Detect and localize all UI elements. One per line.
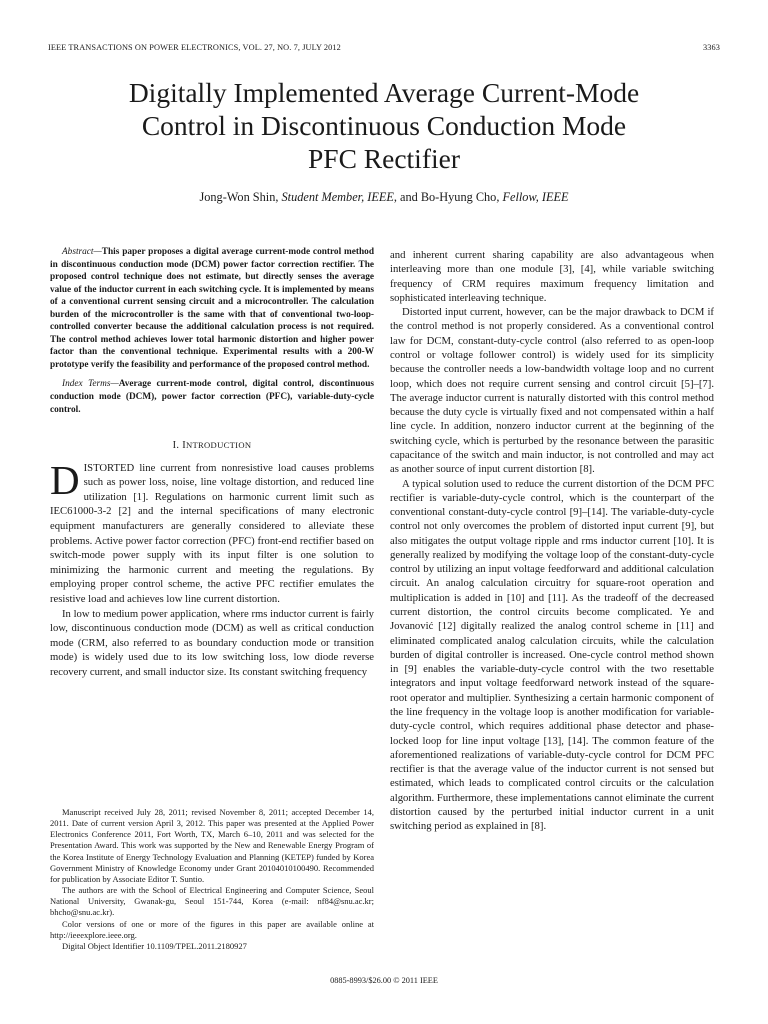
author-line [40,190,728,205]
intro-paragraph: DISTORTED line current from nonresistive load causes problems such as power loss, noise, line voltage distortion, and reduced line utilization [1]. Regulations on harmonic current limit such as IEC61000-3-2 [2] and the internal specifications of many electronic equipment manufacturers are generally considered to alleviate these problems. Active power factor correction (PFC) front-end rectifier based on switch-mode power supply with its input filter is one solution to minimizing the harmonic current and meeting the regulations. By employing proper control scheme, the active PFC rectifier emulates the resistive load and achieves low line current distortion. [50,456,374,606]
body-paragraph: and inherent current sharing capability are also advantageous when interleaving more than one module [3], [4], while variable switching frequency of CRM requires maximum frequency limitation and sophisticated interleaving technique. [390,249,714,304]
footnote-manuscript: Manuscript received July 28, 2011; revised November 8, 2011; accepted December 14, 2011. Date of current version April 3, 2012. This paper was presented at the Applied Power Electronics Conference 2011, Fort Worth, TX, March 6–10, 2011 and was selected for the Presentation Award. This work was supported by the New and Renewable Energy Program of the Korea Institute of Energy Technology Evaluation and Planning (KETEP) funded by Korea Government Ministry of Knowledge Economy under Grant 20104010100490. Recommended for publication by Associate Editor T. Suntio. [50,807,374,884]
index-terms-label: Index Terms— [62,379,119,390]
body-paragraph: A typical solution used to reduce the current distortion of the DCM PFC rectifier is variable-duty-cycle control, which is the counterpart of the conventional constant-duty-cycle control [9]–[14]. The variable-duty-cycle control not only overcomes the problem of distorted input current [9], but also mitigates the output voltage ripple and rms inductor current [10]. It is generally realized by modifying the voltage loop of the constant-duty-cycle control by utilizing an input voltage feedforward and additional calculation circuit. An analog calculation circuitry for square-root operation and multiplication is added in [10] and [11]. As the tradeoff of the decreased current distortion, the control circuits become complicated. Ye and Jovanović [12] digitally realized the analog control scheme in [11] and eliminated complicated analog calculation circuits, while the calculation burden of digital controller is increased. One-cycle control method shown in [9] enables the variable-duty-cycle control with the two resettable integrators and input voltage feedforward network instead of the square-root operator and multiplier. Synthesizing a certain harmonic component of the line frequency in the voltage loop is another modification for variable-duty-cycle control, which requires additional phase detector and phase-locked loop for line input voltage [13], [14]. The common feature of the aforementioned realizations of variable-duty-cycle control for DCM PFC rectifier is that the average value of the inductor current is not sensed but estimated, which leads to complicated control circuits or the calculation algorithm. Furthermore, these implementations cannot eliminate the current distortion caused by the perturbed initial inductor current in a unit switching period as explained in [8]. [390,477,714,833]
left-column [50,246,374,681]
page-number: 3363 [703,43,720,52]
abstract [50,246,374,371]
section-heading: I. INTRODUCTION [172,440,252,452]
abstract-label: Abstract— [62,247,102,257]
right-column [390,248,714,834]
intro-paragraph: In low to medium power application, where rms inductor current is fairly low, discontinuous conduction mode (DCM) as well as critical conduction mode (CRM, also referred to as boundary conduction mode or transition mode) is widely used due to its low switching loss, low diode reverse recovery current, and small inductor size. Its constant switching frequency [50,608,374,679]
title-line: Control in Discontinuous Conduction Mode [141,110,627,141]
body-paragraph: Distorted input current, however, can be the major drawback to DCM if the control method is not properly considered. As a conventional control law for DCM, constant-duty-cycle control (also referred to as open-loop control or voltage follower control) is widely used for its simplicity because the controller needs a low-bandwidth voltage loop and no current loop, which does not require current sensing and control circuit [5]–[7]. The average inductor current is naturally distorted with this control method because the duty cycle is virtually fixed and not compensated within a half line cycle. In addition, nonzero inductor current at the beginning of the switching cycle, which is perturbed by the resonance between the parasitic capacitance of the switch and main inductor, is not controlled and may act as another source of input current distortion [8]. [390,306,714,476]
footnote-doi: Digital Object Identifier 10.1109/TPEL.2011.2180927 [62,940,247,951]
footnote-affiliation: The authors are with the School of Electrical Engineering and Computer Science, Seoul National University, Gwanak-gu, Seoul 151-744, Korea (e-mail: nf84@snu.ac.kr; bhcho@snu.ac.kr). [50,885,374,918]
copyright-line: 0885-8993/$26.00 © 2011 IEEE [330,976,438,985]
author-name: Jong-Won Shin, [199,190,282,204]
journal-name: IEEE TRANSACTIONS ON POWER ELECTRONICS, VOL. 27, NO. 7, JULY 2012 [48,43,341,52]
footnotes [50,807,374,952]
abstract-text: This paper proposes a digital average current-mode control method in discontinuous conduction mode (DCM) power factor correction rectifier. The proposed control technique does not estimate, but directly senses the average value of the inductor current in each switching cycle. It is implemented by means of a conventional current sensing circuit and a microcontroller. The calculation burden of the microcontroller is the same with that of conventional two-loop-controlled converter because the additional calculation process is not required. The control method achieves lower total harmonic distortion and higher power factor than the conventional technique. Experimental results with a 200-W prototype verify the feasibility and performance of the proposed control method. [50,247,374,370]
author-role: Student Member, IEEE [281,190,394,204]
title-line: PFC Rectifier [307,143,460,174]
title-line: Digitally Implemented Average Current-Mode [128,77,640,108]
author-name: , and Bo-Hyung Cho [393,190,497,204]
paper-title [40,76,728,175]
drop-cap: D [50,456,80,503]
index-terms [50,378,374,416]
index-terms-text: Average current-mode control, digital control, discontinuous conduction mode (DCM), power factor correction (PFC), variable-duty-cycle control. [50,379,374,415]
footnote-color: Color versions of one or more of the figures in this paper are available online at http://ieeexplore.ieee.org. [50,918,374,940]
author-role: , Fellow, IEEE [496,190,569,204]
